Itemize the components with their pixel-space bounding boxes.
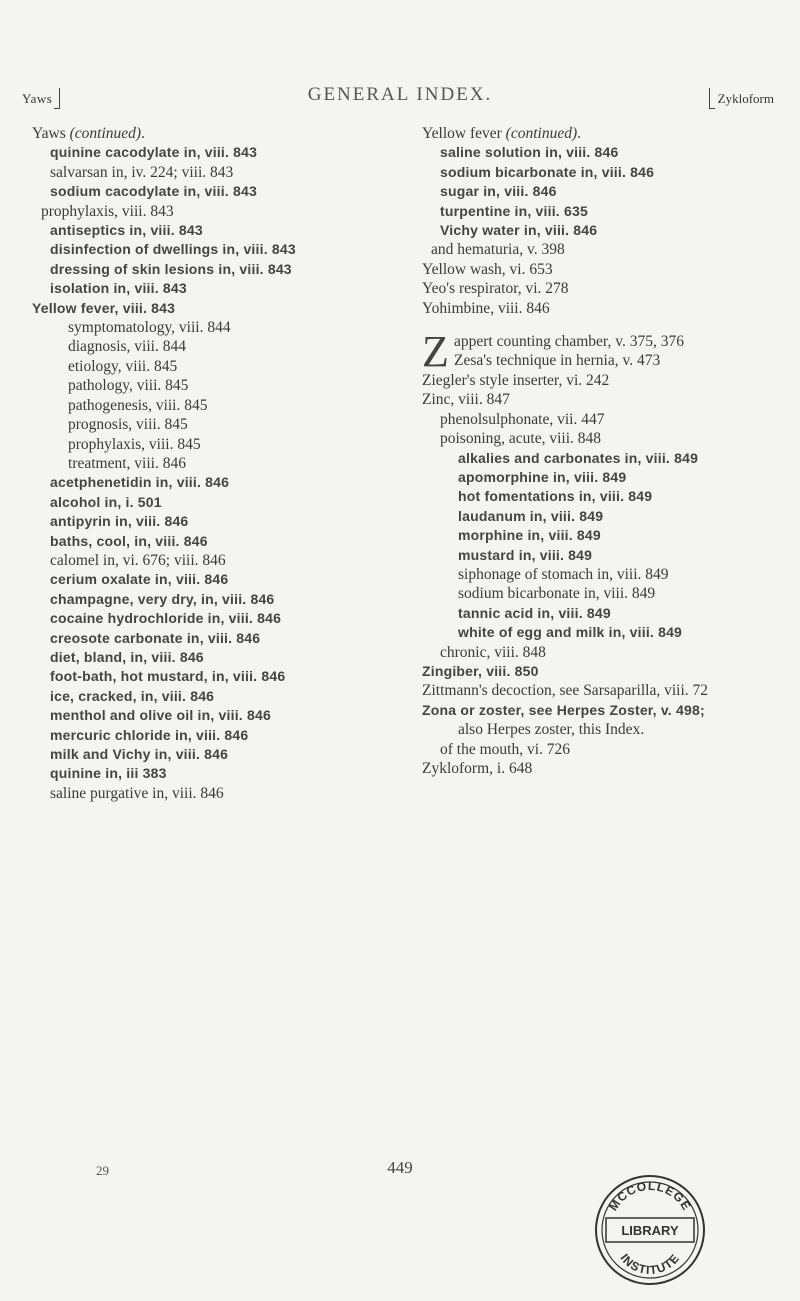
- entry-text: phenolsulphonate, vii. 447: [440, 410, 605, 428]
- running-head-right: [709, 88, 774, 109]
- stamp-middle-text: LIBRARY: [621, 1223, 679, 1238]
- index-entry: [32, 240, 404, 259]
- index-entry: [32, 667, 404, 686]
- index-entry: [32, 570, 404, 589]
- entry-text: poisoning, acute, viii. 848: [440, 430, 602, 448]
- index-entry: [422, 182, 792, 201]
- index-entry: [422, 662, 792, 681]
- index-entry: [422, 124, 792, 143]
- entry-text: diet, bland, in, viii. 846: [50, 648, 204, 665]
- entry-text: laudanum in, viii. 849: [458, 507, 604, 524]
- index-entry: [32, 124, 404, 143]
- running-head-title: GENERAL INDEX.: [307, 84, 493, 105]
- index-entry: [422, 221, 792, 240]
- entry-text: etiology, viii. 845: [68, 357, 178, 375]
- entry-text: morphine in, viii. 849: [458, 527, 601, 544]
- index-entry: [32, 163, 404, 182]
- page-header: [0, 86, 800, 116]
- entry-text: sodium bicarbonate in, viii. 849: [458, 585, 656, 603]
- index-entry: [422, 720, 792, 739]
- entry-text: menthol and olive oil in, viii. 846: [50, 707, 271, 724]
- entry-text: antipyrin in, viii. 846: [50, 513, 189, 530]
- entry-text: pathology, viii. 845: [68, 377, 189, 395]
- entry-text: prophylaxis, viii. 845: [68, 435, 201, 453]
- drop-cap: Z: [422, 327, 449, 377]
- page-number: 449: [387, 1158, 413, 1177]
- index-entry: [32, 648, 404, 667]
- entry-text: Zona or zoster, see Herpes Zoster, v. 498;: [422, 701, 705, 718]
- entry-text: Vichy water in, viii. 846: [440, 222, 598, 239]
- index-entry: [422, 584, 792, 603]
- index-entry: [422, 449, 792, 468]
- index-entry: [422, 643, 792, 662]
- index-entry: [422, 410, 792, 429]
- svg-text:MCCOLLEGE: [606, 1179, 694, 1213]
- running-head-left-text: Yaws: [22, 91, 53, 106]
- index-entry: [32, 318, 404, 337]
- entry-text: foot-bath, hot mustard, in, viii. 846: [50, 668, 286, 685]
- index-entry: [32, 376, 404, 395]
- index-entry: [32, 745, 404, 764]
- entry-text: isolation in, viii. 843: [50, 280, 187, 297]
- entry-text: sodium bicarbonate in, viii. 846: [440, 163, 655, 180]
- entry-text: prognosis, viii. 845: [68, 416, 188, 434]
- index-entry: [422, 507, 792, 526]
- entry-text: sodium cacodylate in, viii. 843: [50, 183, 257, 200]
- index-entry: [422, 565, 792, 584]
- trailing-punct: .: [577, 125, 581, 142]
- index-entry: [422, 260, 792, 279]
- stamp-top-text: MCCOLLEGE: [606, 1178, 694, 1214]
- index-entry: [422, 429, 792, 448]
- entry-text: tannic acid in, viii. 849: [458, 604, 611, 621]
- index-entry: [422, 759, 792, 778]
- svg-text:INSTITUTE: [617, 1251, 682, 1277]
- entry-text: also Herpes zoster, this Index.: [458, 721, 645, 739]
- index-entry: [32, 143, 404, 162]
- entry-text: quinine in, iii 383: [50, 765, 167, 782]
- index-entry: [422, 371, 792, 390]
- entry-text: Yaws: [32, 125, 66, 142]
- entry-text: Yeo's respirator, vi. 278: [422, 280, 569, 298]
- signature-mark: 29: [96, 1163, 109, 1178]
- entry-text: salvarsan in, iv. 224; viii. 843: [50, 163, 234, 181]
- entry-text: Yellow fever, viii. 843: [32, 299, 176, 316]
- index-entry: [32, 473, 404, 492]
- entry-text: diagnosis, viii. 844: [68, 338, 186, 356]
- entry-text: Yohimbine, viii. 846: [422, 299, 550, 317]
- entry-text: Zesa's technique in hernia, v. 473: [454, 352, 661, 370]
- index-entry: [422, 143, 792, 162]
- index-entry: [32, 532, 404, 551]
- entry-text: alcohol in, i. 501: [50, 493, 162, 510]
- index-entry: [422, 351, 792, 370]
- index-entry: [32, 454, 404, 473]
- entry-text: of the mouth, vi. 726: [440, 740, 571, 758]
- index-entry: [422, 468, 792, 487]
- entry-text: pathogenesis, viii. 845: [68, 396, 208, 414]
- index-entry: [32, 706, 404, 725]
- index-entry: [422, 604, 792, 623]
- entry-text: mercuric chloride in, viii. 846: [50, 726, 249, 743]
- entry-text: champagne, very dry, in, viii. 846: [50, 590, 275, 607]
- index-entry: [422, 163, 792, 182]
- entry-text: baths, cool, in, viii. 846: [50, 532, 208, 549]
- index-entry: [32, 221, 404, 240]
- entry-text: dressing of skin lesions in, viii. 843: [50, 260, 292, 277]
- entry-text: alkalies and carbonates in, viii. 849: [458, 449, 699, 466]
- entry-text: mustard in, viii. 849: [458, 546, 593, 563]
- entry-text: hot fomentations in, viii. 849: [458, 488, 653, 505]
- index-entry: [32, 764, 404, 783]
- index-entry: [32, 493, 404, 512]
- entry-text: saline purgative in, viii. 846: [50, 784, 224, 802]
- entry-text: and hematuria, v. 398: [431, 241, 565, 259]
- library-stamp: [592, 1172, 708, 1288]
- index-entry: [32, 357, 404, 376]
- entry-text: appert counting chamber, v. 375, 376: [454, 333, 684, 351]
- entry-text: Zinc, viii. 847: [422, 391, 510, 409]
- index-entry: [32, 609, 404, 628]
- index-entry: [422, 390, 792, 409]
- entry-text: siphonage of stomach in, viii. 849: [458, 565, 669, 583]
- index-entry: [422, 681, 792, 700]
- trailing-punct: .: [141, 125, 145, 142]
- index-entry: [422, 526, 792, 545]
- index-entry: [422, 279, 792, 298]
- index-entry: [422, 701, 792, 720]
- bracket-left-icon: [709, 88, 715, 109]
- entry-text: quinine cacodylate in, viii. 843: [50, 144, 258, 161]
- entry-text: sugar in, viii. 846: [440, 183, 557, 200]
- entry-text: symptomatology, viii. 844: [68, 319, 231, 337]
- index-entry: [422, 202, 792, 221]
- index-entry: [32, 202, 404, 221]
- index-entry: [32, 726, 404, 745]
- entry-text: disinfection of dwellings in, viii. 843: [50, 241, 296, 258]
- index-entry: [422, 623, 792, 642]
- entry-text: antiseptics in, viii. 843: [50, 222, 203, 239]
- entry-text: ice, cracked, in, viii. 846: [50, 687, 215, 704]
- continued-label: (continued): [69, 125, 142, 142]
- index-entry: [32, 260, 404, 279]
- index-entry: [32, 784, 404, 803]
- index-entry: [422, 546, 792, 565]
- index-entry: [422, 299, 792, 318]
- index-entry: [32, 396, 404, 415]
- entry-text: Yellow wash, vi. 653: [422, 260, 553, 278]
- index-entry: [32, 279, 404, 298]
- entry-text: prophylaxis, viii. 843: [41, 202, 174, 220]
- entry-text: treatment, viii. 846: [68, 454, 186, 472]
- index-entry: [32, 512, 404, 531]
- index-entry: [422, 240, 792, 259]
- index-entry: [32, 687, 404, 706]
- entry-text: creosote carbonate in, viii. 846: [50, 629, 261, 646]
- index-entry: [32, 299, 404, 318]
- index-entry: [32, 337, 404, 356]
- index-entry: [32, 590, 404, 609]
- entry-text: acetphenetidin in, viii. 846: [50, 474, 230, 491]
- index-column-right: [422, 124, 792, 778]
- section-gap: [422, 318, 792, 332]
- entry-text: chronic, viii. 848: [440, 643, 546, 661]
- continued-label: (continued): [505, 125, 578, 142]
- index-column-left: [32, 124, 404, 803]
- entry-text: Zittmann's decoction, see Sarsaparilla, viii. 72: [422, 682, 709, 700]
- stamp-bottom-text: INSTITUTE: [617, 1250, 683, 1278]
- index-entry: [32, 551, 404, 570]
- index-entry: [422, 487, 792, 506]
- entry-text: milk and Vichy in, viii. 846: [50, 746, 229, 762]
- entry-text: saline solution in, viii. 846: [440, 144, 619, 161]
- index-entry: [32, 629, 404, 648]
- index-entry: [32, 415, 404, 434]
- running-head-right-text: Zykloform: [717, 91, 774, 106]
- entry-text: apomorphine in, viii. 849: [458, 468, 627, 485]
- entry-text: calomel in, vi. 676; viii. 846: [50, 551, 226, 569]
- index-entry: [32, 182, 404, 201]
- entry-text: cerium oxalate in, viii. 846: [50, 571, 229, 588]
- entry-text: Ziegler's style inserter, vi. 242: [422, 371, 610, 389]
- entry-text: turpentine in, viii. 635: [440, 202, 588, 219]
- entry-text: Zykloform, i. 648: [422, 760, 533, 777]
- index-entry: [422, 740, 792, 759]
- entry-text: cocaine hydrochloride in, viii. 846: [50, 610, 282, 627]
- entry-text: Zingiber, viii. 850: [422, 662, 539, 679]
- entry-text: Yellow fever: [422, 125, 502, 142]
- entry-text: white of egg and milk in, viii. 849: [458, 624, 683, 641]
- index-entry: [32, 435, 404, 454]
